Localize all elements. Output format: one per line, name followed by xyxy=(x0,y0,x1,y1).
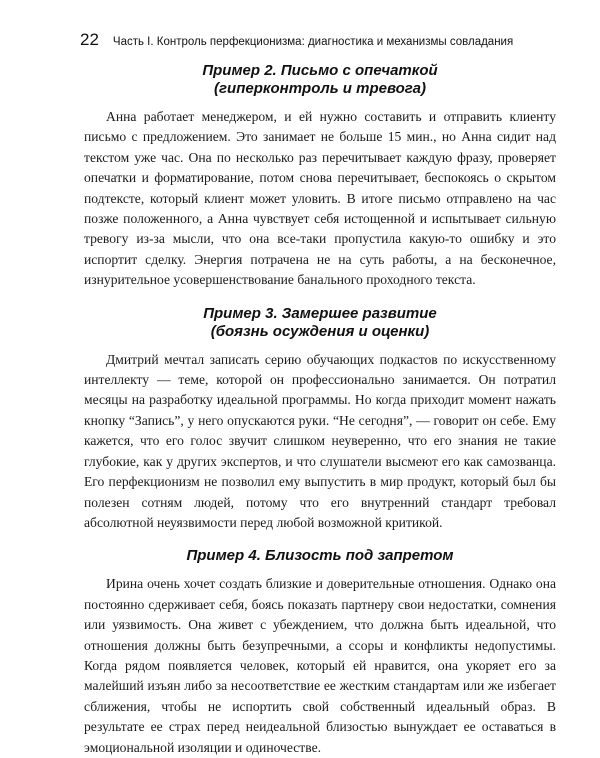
example-section-2 xyxy=(84,62,556,291)
section-title-line: Пример 3. Замершее развитие xyxy=(203,304,437,322)
section-paragraph: Ирина очень хочет создать близкие и доверительные отношения. Однако она постоянно сдерживает себя, боясь показать партнеру свои недостатки, сомнения или уязвимость. Она живет с убеждением, что должна быть идеальной, что отношения должны быть безупречными, а ссоры и конфликты недопустимы. Когда рядом появляется человек, который ей нравится, она укоряет его за малейший изъян либо за несоответствие ее жестким стандартам или же избегает сближения, чтобы не испортить свой собственный идеальный образ. В результате ее страх перед неидеальной близостью вынуждает ее оставаться в эмоциональной изоляции и одиночестве. xyxy=(84,576,556,755)
section-title-line: Пример 4. Близость под запретом xyxy=(186,547,454,565)
section-title xyxy=(84,547,556,565)
section-title xyxy=(84,305,556,341)
running-header-title: Часть I. Контроль перфекционизма: диагностика и механизмы совладания xyxy=(112,36,514,48)
section-title-line: Пример 2. Письмо с опечаткой xyxy=(202,62,438,79)
running-header xyxy=(80,30,560,50)
section-subtitle-line: (боязнь осуждения и оценки) xyxy=(210,322,430,340)
section-paragraph: Анна работает менеджером, и ей нужно составить и отправить клиенту письмо с предложением. Это занимает не больше 15 мин., но Анна сидит над текстом уже час. Она по несколько раз перечитывает каждую фразу, проверяет опечатки и форматирование, потом снова перечитывает, беспокоясь о скрытом подтексте, который клиент может уловить. В итоге письмо отправлено на час позже положенного, а Анна чувствует себя истощенной и испытывает сильную тревогу из-за мысли, что она все-таки пропустила какую-то ошибку и это испортит сделку. Энергия потрачена не на суть работы, а на бесконечное, изнурительное усовершенствование банального проходного текста. xyxy=(84,109,556,288)
page-content xyxy=(84,62,556,758)
example-section-4 xyxy=(84,547,556,758)
section-subtitle-line: (гиперконтроль и тревога) xyxy=(214,80,426,97)
section-paragraph: Дмитрий мечтал записать серию обучающих подкастов по искусственному интеллекту — теме, которой он профессионально занимается. Он потратил месяцы на разработку идеальной программы. Но когда приходит момент нажать кнопку “Запись”, у него опускаются руки. “Не сегодня”, — говорит он себе. Ему кажется, что его голос звучит слишком неуверенно, что его знания не такие глубокие, как у других экспертов, и что слушатели высмеют его как самозванца. Его перфекционизм не позволил ему выпустить в мир продукт, который был бы полезен сотням людей, потому что его внутренний стандарт требовал абсолютной неуязвимости перед любой возможной критикой. xyxy=(84,351,556,530)
section-title xyxy=(84,62,556,98)
example-section-3 xyxy=(84,305,556,534)
page-number: 22 xyxy=(80,30,99,49)
